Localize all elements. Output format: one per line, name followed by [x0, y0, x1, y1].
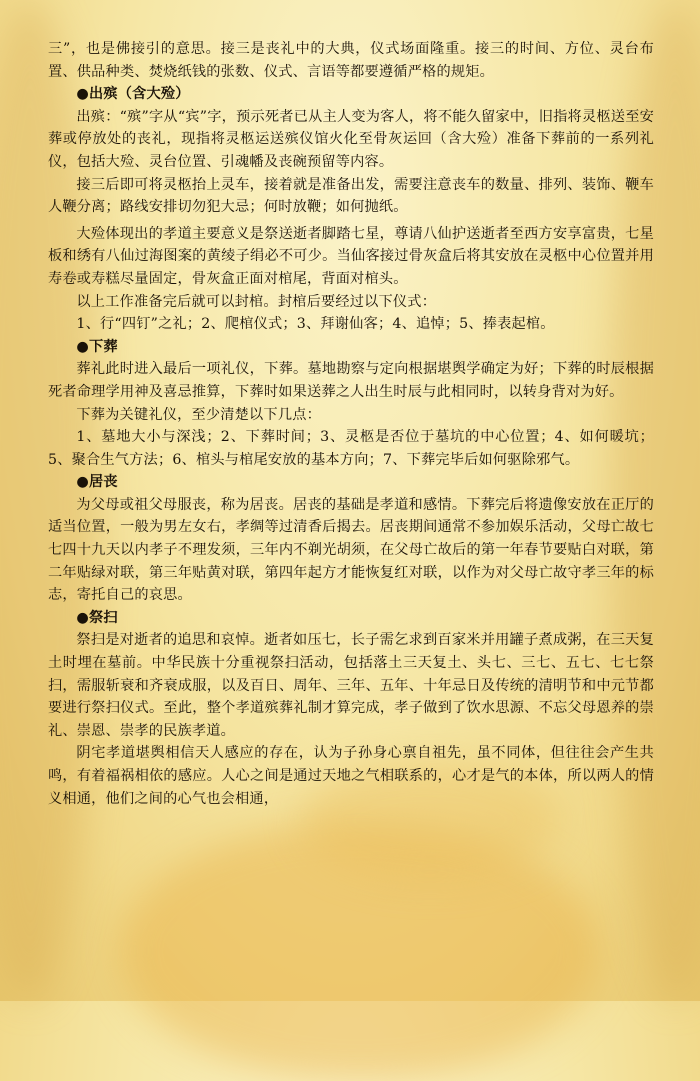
paragraph-jisao-body: 祭扫是对逝者的追思和哀悼。逝者如压七，长子需乞求到百家米并用罐子煮成粥，在三天复土时埋在墓前。中华民族十分重视祭扫活动，包括落土三天复土、头七、三七、五七、七七祭扫，需服斩衰和齐衰成服，以及百日、周年、三年、五年、十年忌日及传统的清明节和中元节都要进行祭扫仪式。至此，整个孝道殡葬礼制才算完成，孝子做到了饮水思源、不忘父母恩养的崇礼、崇恩、崇孝的民族孝道。	[48, 632, 654, 739]
paragraph-jusang-body: 为父母或祖父母服丧，称为居丧。居丧的基础是孝道和感情。下葬完后将遗像安放在正厅的适当位置，一般为男左女右，孝绸等过清香后揭去。居丧期间通常不参加娱乐活动，父母亡故七七四十九天以内孝子不理发须，三年内不剃光胡须，在父母亡故后的第一年春节要贴白对联，第二年贴绿对联，第三年贴黄对联，第四年起方才能恢复红对联，以作为对父母亡故守孝三年的标志，寄托自己的哀思。	[48, 496, 654, 604]
section-heading-label: 居丧	[88, 474, 118, 491]
section-heading-label: 出殡（含大殓）	[88, 86, 190, 103]
bullet-icon: ●	[76, 86, 89, 103]
paragraph-xiazang-points: 1、墓地大小与深浅；2、下葬时间；3、灵柩是否位于墓坑的中心位置；4、如何暖坑；5、聚合生气方法；6、棺头与棺尾安放的基本方向；7、下葬完毕后如何驱除邪气。	[48, 429, 654, 468]
paragraph-dalian-meaning: 大殓体现出的孝道主要意义是祭送逝者脚踏七星，尊请八仙护送逝者至西方安享富贵，七星板和绣有八仙过海图案的黄绫子绢必不可少。当仙客接过骨灰盒后将其安放在灵柩中心位置并用寿卷或寿糕尽量固定，骨灰盒正面对棺尾，背面对棺头。	[48, 225, 654, 287]
section-heading-xiazang	[48, 336, 654, 359]
paragraph-chubin-definition: 出殡：“殡”字从“宾”字，预示死者已从主人变为客人，将不能久留家中，旧指将灵柩送至安葬或停放处的丧礼，现指将灵柩运送殡仪馆火化至骨灰运回（含大殓）准备下葬前的一系列礼仪，包括大殓、灵台位置、引魂幡及丧碗预留等内容。	[48, 108, 654, 170]
paragraph-fengguan-steps: 1、行“四钉”之礼；2、爬棺仪式；3、拜谢仙客；4、追悼；5、捧表起棺。	[76, 316, 555, 333]
section-heading-jusang	[48, 471, 654, 494]
section-heading-label: 下葬	[88, 338, 118, 355]
bullet-icon: ●	[76, 338, 89, 355]
paragraph-jiesan-end: 三”，也是佛接引的意思。接三是丧礼中的大典，仪式场面隆重。接三的时间、方位、灵台布置、供品种类、焚烧纸钱的张数、仪式、言语等都要遵循严格的规矩。	[48, 41, 654, 80]
section-heading-chubin	[48, 83, 654, 106]
paragraph-yinzhai-body: 阴宅孝道堪舆相信天人感应的存在，认为子孙身心禀自祖先，虽不同体，但往往会产生共鸣，有着福祸相依的感应。人心之间是通过天地之气相联系的，心才是气的本体，所以两人的情义相通，他们之间的心气也会相通，	[48, 745, 654, 807]
document-body	[48, 38, 654, 810]
paragraph-xiazang-intro: 葬礼此时进入最后一项礼仪，下葬。墓地勘察与定向根据堪舆学确定为好；下葬的时辰根据死者命理学用神及喜忌推算，下葬时如果送葬之人出生时辰与此相同时，以转身背对为好。	[48, 361, 654, 400]
paragraph-xiazang-key: 下葬为关键礼仪，至少清楚以下几点：	[76, 406, 321, 423]
section-heading-label: 祭扫	[88, 609, 118, 626]
paragraph-fengguan-intro: 以上工作准备完后就可以封棺。封棺后要经过以下仪式：	[76, 293, 437, 310]
bullet-icon: ●	[76, 474, 89, 491]
paper-stain-bottom	[120, 821, 600, 1081]
bullet-icon: ●	[76, 609, 89, 626]
paragraph-chubin-procession: 接三后即可将灵柩抬上灵车，接着就是准备出发，需要注意丧车的数量、排列、装饰、鞭车人鞭分离；路线安排切勿犯大忌；何时放鞭；如何抛纸。	[48, 176, 654, 216]
section-heading-jisao	[48, 607, 654, 630]
